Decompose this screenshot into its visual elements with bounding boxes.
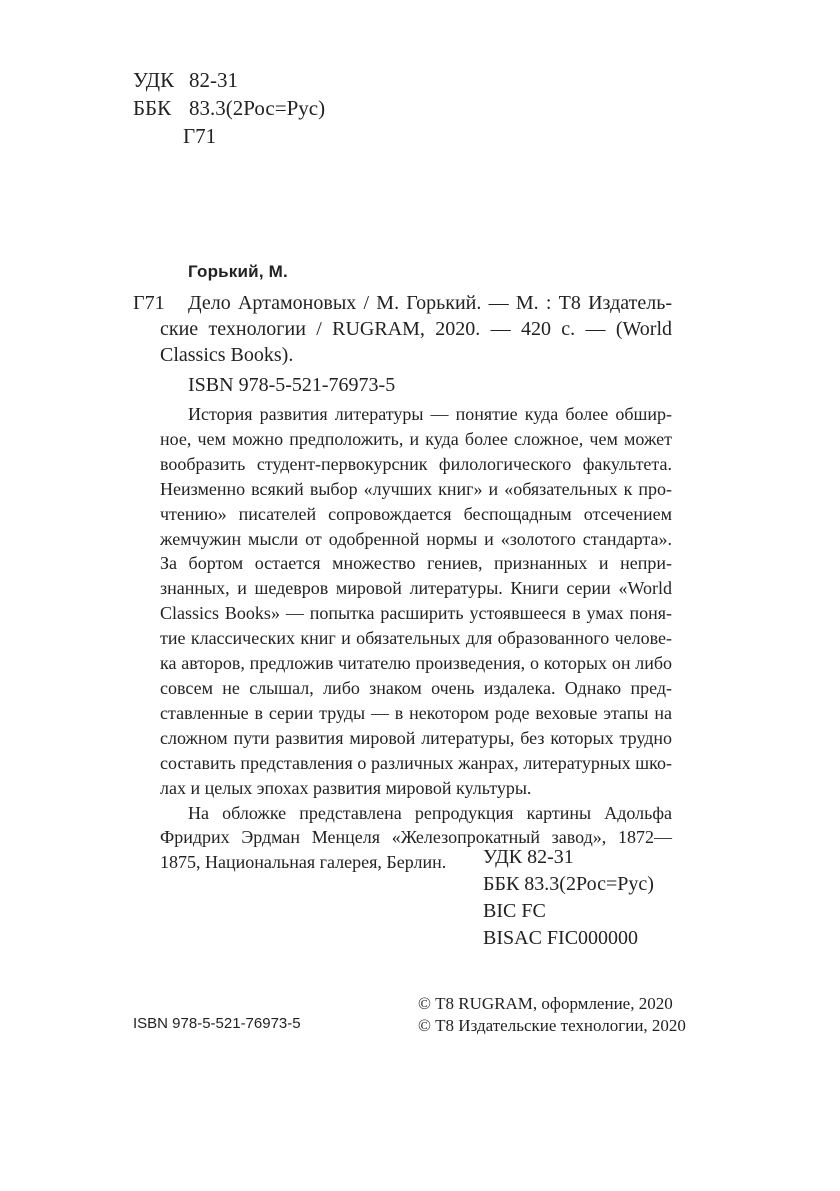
annotation-paragraph: История развития литературы — понятие куда более обширное, чем можно предположить, и куда более сложное, чем может вообразить студент-первокурсник филологического факультета. Неизменно всякий выбор «лучших книг» и «обязательных к прочтению» писателей сопровождается беспощадным отсечением жемчужин мысли от одобренной нормы и «золотого стандарта». За бортом остается множество гениев, признанных и непризнанных, и шедевров мировой литературы. Книги серии «World Classics Books» — попытка расширить устоявшееся в умах понятие классических книг и обязательных для образованного человека авторов, предложив читателю произведения, о которых он либо совсем не слышал, либо знаком очень издалека. Однако представленные в серии труды — в некотором роде веховые этапы на сложном пути развития мировой литературы, без которых трудно составить представления о различных жанрах, литературных школах и целых эпохах развития мировой культуры. bbox=[160, 404, 672, 798]
udk-row bbox=[133, 66, 325, 94]
bottom-classification bbox=[483, 844, 654, 952]
footer-isbn: ISBN 978-5-521-76973-5 bbox=[133, 1015, 301, 1032]
author-heading: Горький, М. bbox=[188, 262, 288, 281]
bbk-value: 83.3(2Рос=Рус) bbox=[189, 96, 326, 120]
copyright-block bbox=[418, 993, 686, 1037]
cover-note-paragraph: На обложке представлена репродукция картины Адольфа Фридрих Эрдман Менцеля «Железопрокатный завод», 1872—1875, Национальная галерея, Берлин. bbox=[160, 802, 672, 873]
copyright-design: © Т8 RUGRAM, оформление, 2020 bbox=[418, 994, 673, 1013]
bibliographic-code: Г71 bbox=[133, 292, 165, 314]
top-classification bbox=[133, 66, 325, 150]
udk-value: 82-31 bbox=[189, 68, 238, 92]
annotation bbox=[160, 402, 672, 875]
author-mark: Г71 bbox=[183, 124, 217, 148]
udk-code: УДК 82-31 bbox=[483, 846, 574, 868]
udk-label: УДК bbox=[133, 68, 175, 92]
bbk-row bbox=[133, 94, 325, 122]
bic-code: BIC FC bbox=[483, 900, 546, 922]
bbk-code: ББК 83.3(2Рос=Рус) bbox=[483, 873, 654, 895]
copyright-publisher: © Т8 Издательские технологии, 2020 bbox=[418, 1016, 686, 1035]
bisac-code: BISAC FIC000000 bbox=[483, 927, 639, 949]
bbk-label: ББК bbox=[133, 96, 172, 120]
isbn: ISBN 978-5-521-76973-5 bbox=[188, 374, 396, 396]
author-mark-row bbox=[133, 122, 325, 150]
bibliographic-record: Дело Артамоновых / М. Горький. — М. : Т8 Издательские технологии / RUGRAM, 2020. — 420 с. — (World Classics Books). bbox=[160, 292, 672, 366]
